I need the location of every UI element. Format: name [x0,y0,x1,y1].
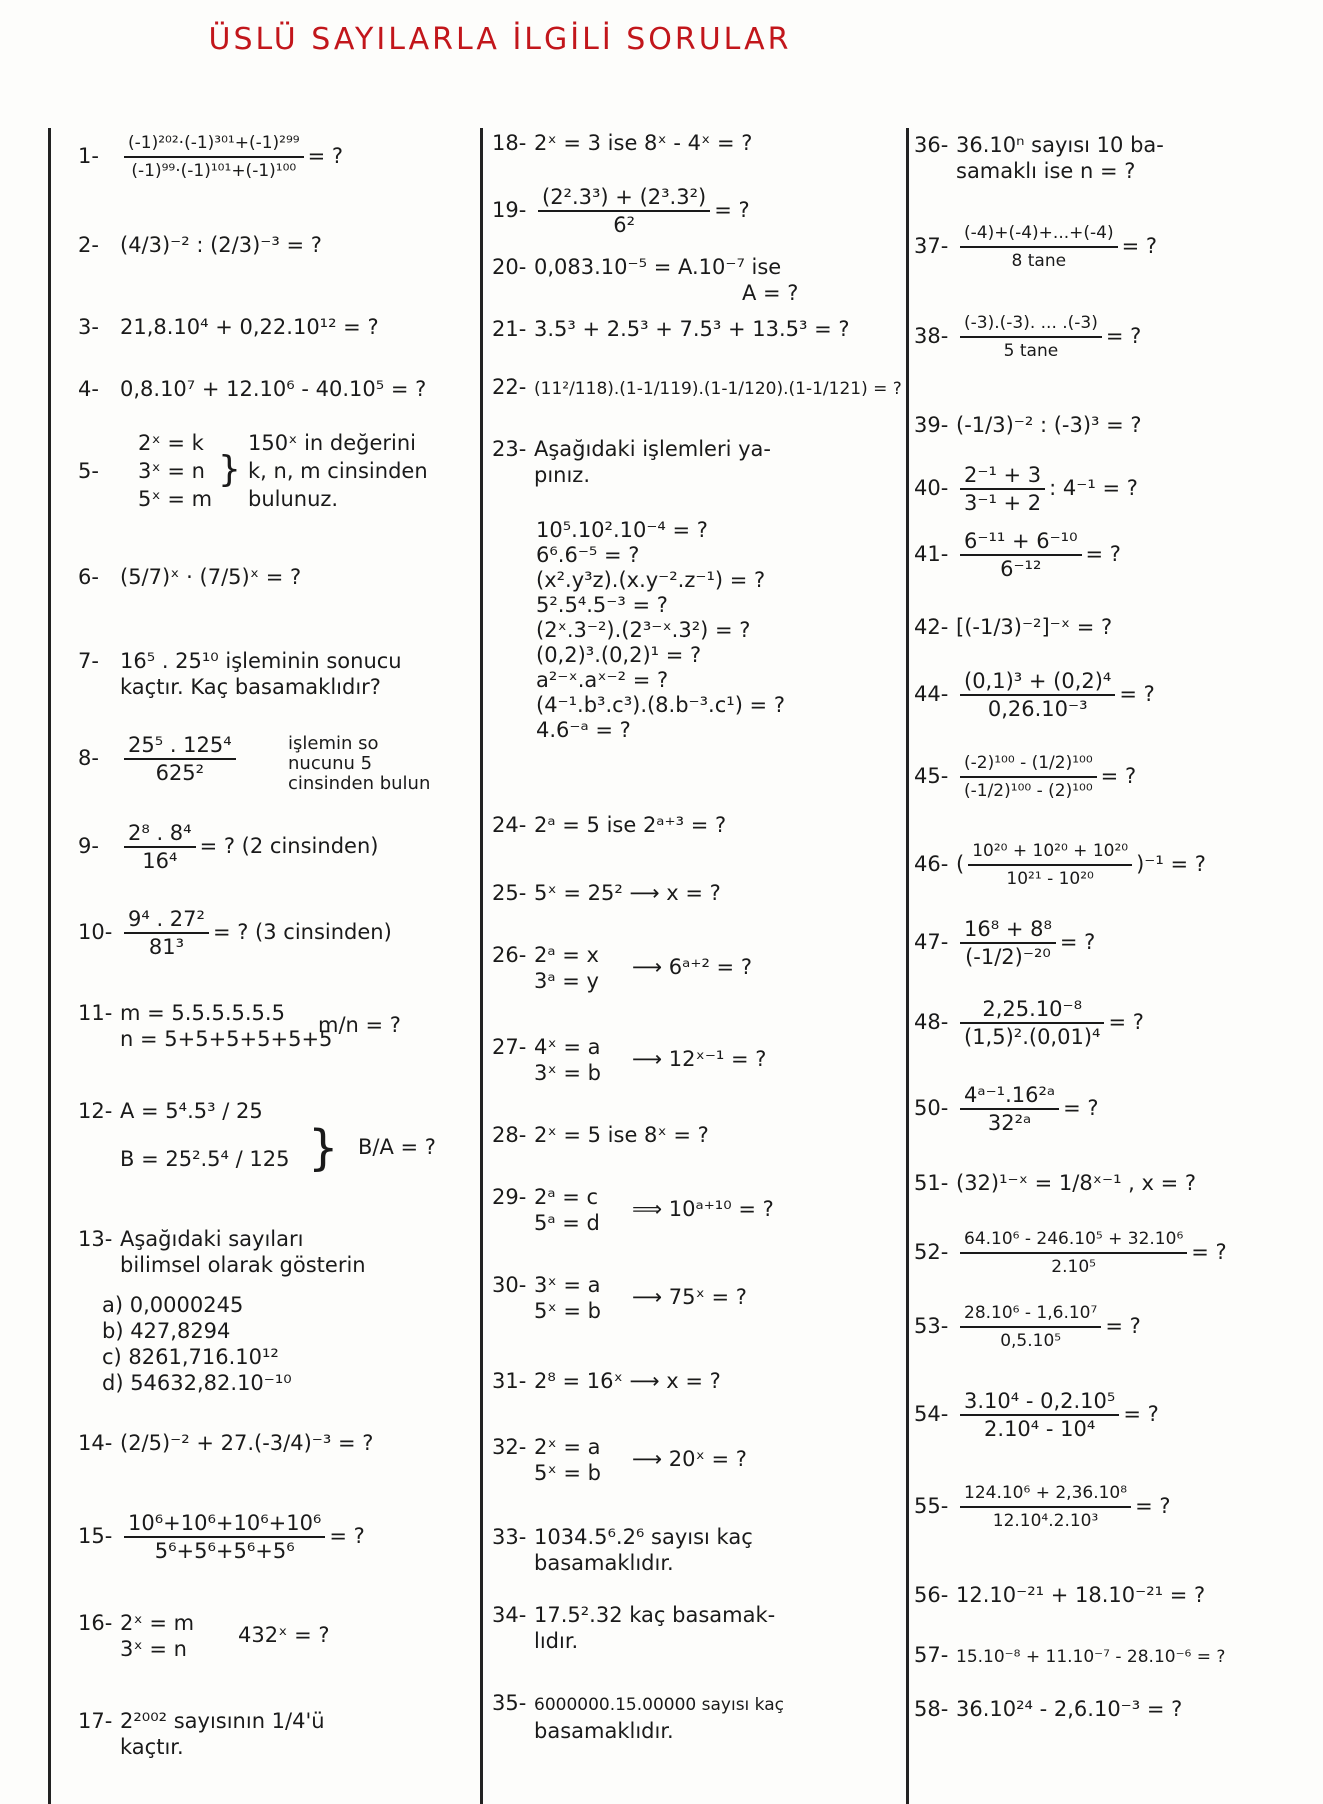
question-3: 3- 21,8.10⁴ + 0,22.10¹² = ? [78,315,379,339]
question-23: 23- Aşağıdaki işlemleri ya- pınız. 10⁵.10².10⁻⁴ = ? 6⁶.6⁻⁵ = ? (x².y³z).(x.y⁻².z⁻¹) = ? 5².5⁴.5⁻³ = ? (2ˣ.3⁻²).(2³⁻ˣ.3²) = ? (0,2)³.(0,2)¹ = ? a²⁻ˣ.aˣ⁻² = ? (4⁻¹.b³.c³).(8.b⁻³.c¹) = ? 4.6⁻ᵃ = ? [492,437,785,742]
question-51: 51- (32)¹⁻ˣ = 1/8ˣ⁻¹ , x = ? [914,1171,1197,1195]
question-58: 58- 36.10²⁴ - 2,6.10⁻³ = ? [914,1697,1183,1721]
question-8: 8- $\frac{\text{25⁵ . 125⁴}}{\text{625²}}$ işlemin so nucunu 5 cinsinden bulun [78,733,431,794]
question-39: 39- (-1/3)⁻² : (-3)³ = ? [914,413,1142,437]
question-20: 20- 0,083.10⁻⁵ = A.10⁻⁷ ise A = ? [492,255,799,305]
question-42: 42- [(-1/3)⁻²]⁻ˣ = ? [914,615,1113,639]
question-47: 47- $\frac{\text{16⁸ + 8⁸}}{\text{(-1/2)⁻²⁰}}$ = ? [914,917,1096,969]
question-36: 36- 36.10ⁿ sayısı 10 ba- samaklı ise n = ? [914,133,1164,183]
question-11: 11- m = 5.5.5.5.5.5 n = 5+5+5+5+5+5 m/n = ? [78,1001,401,1051]
column-divider-1 [480,128,483,1804]
question-32: 32- 2ˣ = a 5ˣ = b ⟶ 20ˣ = ? [492,1435,747,1485]
brace-icon: } [218,449,241,490]
worksheet-page: ÜSLÜ SAYILARLA İLGİLİ SORULAR 1- $\frac{\text{(-1)²⁰²·(-1)³⁰¹+(-1)²⁹⁹}}{\text{(-1)⁹⁹·(-1)¹⁰¹+(-1)¹⁰⁰}}$ = ? 2- (4/3)⁻² : (2/3)⁻³ = ? 3- 21,8.10⁴ + 0,22.10¹² = ? 4- 0,8.10⁷ + 12.10⁶ - 40.10⁵ = ? 5- 2ˣ = k 3ˣ = n 5ˣ = m } 150ˣ in değerini k, n, m cinsinden bulunuz. 6- (5/7)ˣ · (7/5)ˣ = ? 7- 16⁵ . 25¹⁰ işleminin sonucu kaçtır. Kaç basamaklıdır? 8- $\frac{\text{25⁵ . 125⁴}}{\text{625²}}$ işlemin so nucunu 5 cinsinden bulun 9- $\frac{\text{2⁸ . 8⁴}}{\text{16⁴}}$ = ? (2 cinsinden) 10- $\frac{\text{9⁴ . 27²}}{\text{81³}}$ = ? (3 cinsinden) 11- m = 5.5.5.5.5.5 n = 5+5+5+5+5+5 m/n = ? 12- A = 5⁴.5³ / 25 B = 25².5⁴ / 125 } B/A = ? 13- Aşağıdaki sayıları bilimsel olarak gösterin a) 0,0000245 b) 427,8294 c) 8261,716.10¹² d) 54632,82.10⁻¹⁰ 14- (2/5)⁻² + 27.(-3/4)⁻³ = ? 15- $\frac{\text{10⁶+10⁶+10⁶+10⁶}}{\text{5⁶+5⁶+5⁶+5⁶}}$ = ? 16- 2ˣ = m 3ˣ = n 432ˣ = ? 17- 2²⁰⁰² sayısının 1/4'ü kaçtır. 18- 2ˣ = 3 ise 8ˣ - 4ˣ = ? 19- $\frac{\text{(2².3³) + (2³.3²)}}{\text{6²}}$ = ? 20- 0,083.10⁻⁵ = A.10⁻⁷ ise A = ? 21- 3.5³ + 2.5³ + 7.5³ + 13.5³ = ? 22- (11²/118).(1-1/119).(1-1/120).(1-1/121) = ? 23- Aşağıdaki işlemleri ya- pınız. 10⁵.10².10⁻⁴ = ? 6⁶.6⁻⁵ = ? (x².y³z).(x.y⁻².z⁻¹) = ? 5².5⁴.5⁻³ = ? (2ˣ.3⁻²).(2³⁻ˣ.3²) = ? (0,2)³.(0,2)¹ = ? a²⁻ˣ.aˣ⁻² = ? (4⁻¹.b³.c³).(8.b⁻³.c¹) = ? 4.6⁻ᵃ = ? 24- 2ᵃ = 5 ise 2ᵃ⁺³ = ? 25- 5ˣ = 25² ⟶ x = ? 26- 2ᵃ = x 3ᵃ = y ⟶ 6ᵃ⁺² = ? 27- 4ˣ = a 3ˣ = b ⟶ 12ˣ⁻¹ = ? 28- 2ˣ = 5 ise 8ˣ = ? 29- 2ᵃ = c 5ᵃ = d ⟹ 10ᵃ⁺¹⁰ = ? 30- 3ˣ = a 5ˣ = b ⟶ 75ˣ = ? 31- 2⁸ = 16ˣ ⟶ x = ? 32- 2ˣ = a 5ˣ = b ⟶ 20ˣ = ? 33- 1034.5⁶.2⁶ sayısı kaç basamaklıdır. 34- 17.5².32 kaç basamak- lıdır. 35- 6000000.15.00000 sayısı kaç basamaklıdır. 36- 36.10ⁿ sayısı 10 ba- samaklı ise n = ? 37- $\frac{(-4)+(-4)+...+(-4)}{8 \tan e}$ = ? 38- $\frac{(-3).(-3). ... .(-3)}{5 \tan e}$ = ? 39- (-1/3)⁻² : (-3)³ = ? 40- $\frac{\text{2⁻¹ + 3}}{\text{3⁻¹ + 2}}$ : 4⁻¹ = ? 41- $\frac{\text{6⁻¹¹ + 6⁻¹⁰}}{\text{6⁻¹²}}$ = ? 42- [(-1/3)⁻²]⁻ˣ = ? 44- $\frac{\text{(0,1)³ + (0,2)⁴}}{\text{0,26.10⁻³}}$ = ? 45- $\frac{\text{(-2)¹⁰⁰ - (1/2)¹⁰⁰}}{\text{(-1/2)¹⁰⁰ - (2)¹⁰⁰}}$ = ? 46- ( $\frac{\text{10²⁰ + 10²⁰ + 10²⁰}}{\text{10²¹ - 10²⁰}}$ )⁻¹ = ? 47- $\frac{\text{16⁸ + 8⁸}}{\text{(-1/2)⁻²⁰}}$ = ? 48- $\frac{\text{2,25.10⁻⁸}}{\text{(1,5)².(0,01)⁴}}$ = ? 50- $\frac{\text{4ᵃ⁻¹.16²ᵃ}}{\text{32²ᵃ}}$ = ? 51- (32)¹⁻ˣ = 1/8ˣ⁻¹ , x = ? 52- $\frac{\text{64.10⁶ - 246.10⁵ + 32.10⁶}}{\text{2.10⁵}}$ = ? 53- $\frac{\text{28.10⁶ - 1,6.10⁷}}{\text{0,5.10⁵}}$ = ? 54- $\frac{\text{3.10⁴ - 0,2.10⁵}}{\text{2.10⁴ - 10⁴}}$ = ? 55- $\frac{\text{124.10⁶ + 2,36.10⁸}}{\text{12.10⁴.2.10³}}$ = ? 56- 12.10⁻²¹ + 18.10⁻²¹ = ? 57- 15.10⁻⁸ + 11.10⁻⁷ - 28.10⁻⁶ = ? 58- 36.10²⁴ - 2,6.10⁻³ = ? [0,0,1323,1804]
question-23-row: 4.6⁻ᵃ = ? [536,718,631,742]
question-27: 27- 4ˣ = a 3ˣ = b ⟶ 12ˣ⁻¹ = ? [492,1035,767,1085]
question-7: 7- 16⁵ . 25¹⁰ işleminin sonucu kaçtır. Kaç basamaklıdır? [78,649,402,699]
question-2: 2- (4/3)⁻² : (2/3)⁻³ = ? [78,233,322,257]
column-divider-2 [906,128,909,1804]
margin-line [48,128,51,1804]
question-31: 31- 2⁸ = 16ˣ ⟶ x = ? [492,1369,721,1393]
question-54: 54- $\frac{\text{3.10⁴ - 0,2.10⁵}}{\text{2.10⁴ - 10⁴}}$ = ? [914,1389,1159,1441]
question-23-row: (x².y³z).(x.y⁻².z⁻¹) = ? [536,568,766,592]
question-44: 44- $\frac{\text{(0,1)³ + (0,2)⁴}}{\text{0,26.10⁻³}}$ = ? [914,669,1155,721]
question-38: 38- $\frac{(-3).(-3). ... .(-3)}{5 \tan e}$ = ? [914,310,1318,364]
question-23-row: (0,2)³.(0,2)¹ = ? [536,643,702,667]
question-16: 16- 2ˣ = m 3ˣ = n 432ˣ = ? [78,1611,330,1661]
question-21: 21- 3.5³ + 2.5³ + 7.5³ + 13.5³ = ? [492,317,850,341]
question-57: 57- 15.10⁻⁸ + 11.10⁻⁷ - 28.10⁻⁶ = ? [914,1643,1226,1667]
question-29: 29- 2ᵃ = c 5ᵃ = d ⟹ 10ᵃ⁺¹⁰ = ? [492,1185,774,1235]
question-12: 12- A = 5⁴.5³ / 25 B = 25².5⁴ / 125 } B/A = ? [78,1098,478,1172]
question-23-row: 10⁵.10².10⁻⁴ = ? [536,518,708,542]
question-19: 19- $\frac{\text{(2².3³) + (2³.3²)}}{\text{6²}}$ = ? [492,185,750,237]
question-28: 28- 2ˣ = 5 ise 8ˣ = ? [492,1123,709,1147]
question-23-row: 6⁶.6⁻⁵ = ? [536,543,640,567]
page-title: ÜSLÜ SAYILARLA İLGİLİ SORULAR [208,22,792,57]
question-52: 52- $\frac{\text{64.10⁶ - 246.10⁵ + 32.10⁶}}{\text{2.10⁵}}$ = ? [914,1226,1318,1280]
question-37: 37- $\frac{(-4)+(-4)+...+(-4)}{8 \tan e}$ = ? [914,220,1318,274]
question-25: 25- 5ˣ = 25² ⟶ x = ? [492,881,721,905]
brace-icon: } [308,1120,339,1176]
question-22: 22- (11²/118).(1-1/119).(1-1/120).(1-1/121) = ? [492,375,902,399]
question-24: 24- 2ᵃ = 5 ise 2ᵃ⁺³ = ? [492,813,727,837]
question-23-list [536,518,785,743]
question-1: 1- $\frac{\text{(-1)²⁰²·(-1)³⁰¹+(-1)²⁹⁹}}{\text{(-1)⁹⁹·(-1)¹⁰¹+(-1)¹⁰⁰}}$ = ? [78,130,478,184]
question-23-row: a²⁻ˣ.aˣ⁻² = ? [536,668,669,692]
question-23-row: (2ˣ.3⁻²).(2³⁻ˣ.3²) = ? [536,618,751,642]
question-40: 40- $\frac{\text{2⁻¹ + 3}}{\text{3⁻¹ + 2}}$ : 4⁻¹ = ? [914,463,1138,515]
question-4: 4- 0,8.10⁷ + 12.10⁶ - 40.10⁵ = ? [78,377,427,401]
question-33: 33- 1034.5⁶.2⁶ sayısı kaç basamaklıdır. [492,1525,753,1575]
question-45: 45- $\frac{\text{(-2)¹⁰⁰ - (1/2)¹⁰⁰}}{\text{(-1/2)¹⁰⁰ - (2)¹⁰⁰}}$ = ? [914,750,1318,804]
question-15: 15- $\frac{\text{10⁶+10⁶+10⁶+10⁶}}{\text{5⁶+5⁶+5⁶+5⁶}}$ = ? [78,1511,365,1563]
question-13: 13- Aşağıdaki sayıları bilimsel olarak gösterin a) 0,0000245 b) 427,8294 c) 8261,716.10¹² d) 54632,82.10⁻¹⁰ [78,1227,366,1395]
question-23-row: 5².5⁴.5⁻³ = ? [536,593,668,617]
question-34: 34- 17.5².32 kaç basamak- lıdır. [492,1603,776,1653]
question-41: 41- $\frac{\text{6⁻¹¹ + 6⁻¹⁰}}{\text{6⁻¹²}}$ = ? [914,529,1121,581]
question-18: 18- 2ˣ = 3 ise 8ˣ - 4ˣ = ? [492,131,753,155]
question-9: 9- $\frac{\text{2⁸ . 8⁴}}{\text{16⁴}}$ = ? (2 cinsinden) [78,821,379,873]
question-46: 46- ( $\frac{\text{10²⁰ + 10²⁰ + 10²⁰}}{\text{10²¹ - 10²⁰}}$ )⁻¹ = ? [914,838,1318,892]
question-6: 6- (5/7)ˣ · (7/5)ˣ = ? [78,565,302,589]
question-35: 35- 6000000.15.00000 sayısı kaç basamaklıdır. [492,1691,784,1743]
question-30: 30- 3ˣ = a 5ˣ = b ⟶ 75ˣ = ? [492,1273,747,1323]
question-17: 17- 2²⁰⁰² sayısının 1/4'ü kaçtır. [78,1709,325,1759]
question-50: 50- $\frac{\text{4ᵃ⁻¹.16²ᵃ}}{\text{32²ᵃ}}$ = ? [914,1083,1099,1135]
question-56: 56- 12.10⁻²¹ + 18.10⁻²¹ = ? [914,1583,1206,1607]
question-48: 48- $\frac{\text{2,25.10⁻⁸}}{\text{(1,5)².(0,01)⁴}}$ = ? [914,997,1144,1049]
question-26: 26- 2ᵃ = x 3ᵃ = y ⟶ 6ᵃ⁺² = ? [492,943,752,993]
question-10: 10- $\frac{\text{9⁴ . 27²}}{\text{81³}}$ = ? (3 cinsinden) [78,907,392,959]
question-14: 14- (2/5)⁻² + 27.(-3/4)⁻³ = ? [78,1431,374,1455]
question-23-row: (4⁻¹.b³.c³).(8.b⁻³.c¹) = ? [536,693,785,717]
question-53: 53- $\frac{\text{28.10⁶ - 1,6.10⁷}}{\text{0,5.10⁵}}$ = ? [914,1300,1318,1354]
question-55: 55- $\frac{\text{124.10⁶ + 2,36.10⁸}}{\text{12.10⁴.2.10³}}$ = ? [914,1480,1318,1534]
